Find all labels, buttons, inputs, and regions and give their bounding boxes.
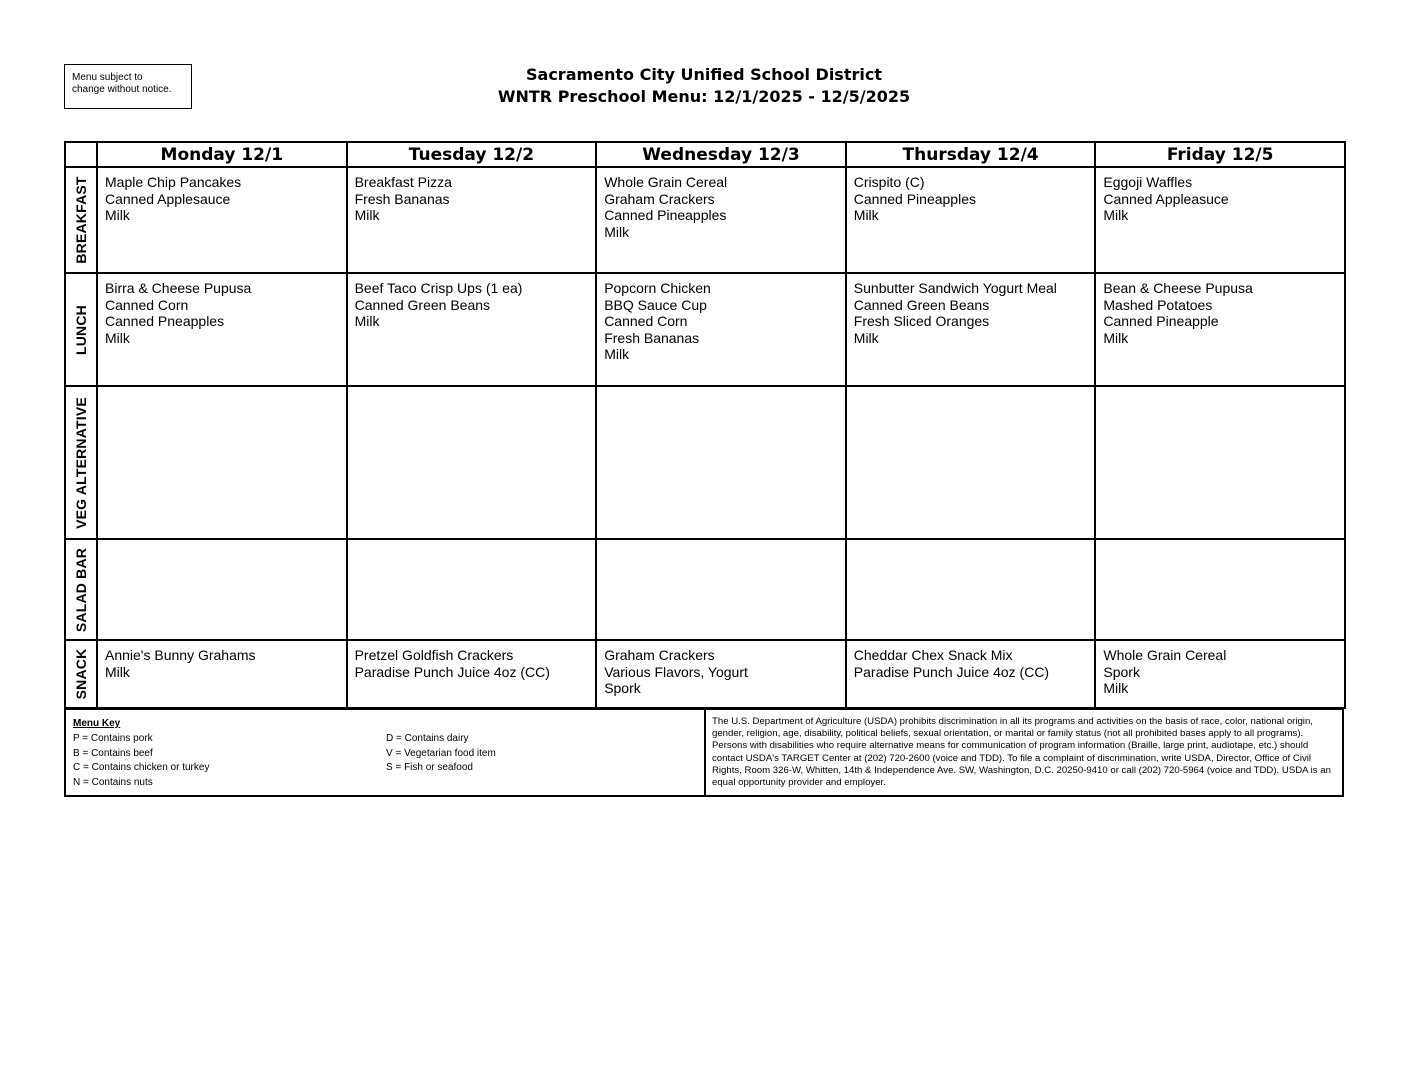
menu-item: Canned Corn xyxy=(604,313,688,329)
menu-item: Paradise Punch Juice 4oz (CC) xyxy=(853,663,1050,680)
menu-item: Sunbutter Sandwich Yogurt Meal xyxy=(853,280,1057,296)
menu-key-item: C = Contains chicken or turkey xyxy=(73,762,210,773)
meal-label-cell xyxy=(65,273,97,386)
menu-key-left xyxy=(73,732,209,790)
menu-item: Mashed Potatoes xyxy=(1103,296,1213,313)
day-header-row xyxy=(65,142,1345,167)
menu-cell xyxy=(1095,273,1345,386)
menu-item: Bean & Cheese Pupusa xyxy=(1103,280,1253,296)
menu-cell xyxy=(1095,386,1345,539)
day-header: Tuesday 12/2 xyxy=(347,142,597,167)
menu-item: Birra & Cheese Pupusa xyxy=(105,280,252,296)
footer xyxy=(64,708,1344,797)
meal-label: SNACK xyxy=(73,648,89,700)
menu-item: Cheddar Chex Snack Mix xyxy=(853,647,1013,663)
menu-item: Various Flavors, Yogurt xyxy=(604,663,748,680)
meal-label-cell xyxy=(65,386,97,539)
meal-label: SALAD BAR xyxy=(73,547,89,632)
meal-label-cell xyxy=(65,167,97,273)
menu-row xyxy=(65,167,1345,273)
menu-row xyxy=(65,539,1345,640)
menu-item: Fresh Bananas xyxy=(604,329,700,346)
menu-cell xyxy=(347,386,597,539)
menu-cell xyxy=(97,640,347,708)
menu-row xyxy=(65,273,1345,386)
menu-key-item: D = Contains dairy xyxy=(386,733,469,744)
menu-cell xyxy=(846,386,1096,539)
menu-item: Milk xyxy=(604,346,630,362)
menu-cell xyxy=(846,640,1096,708)
menu-item: Eggoji Waffles xyxy=(1103,174,1193,190)
meal-label-cell xyxy=(65,640,97,708)
menu-cell xyxy=(846,539,1096,640)
menu-item: Spork xyxy=(604,680,641,696)
day-header: Thursday 12/4 xyxy=(846,142,1096,167)
menu-item: Milk xyxy=(853,207,879,223)
menu-cell xyxy=(1095,640,1345,708)
menu-item: Milk xyxy=(105,329,130,346)
menu-item: Paradise Punch Juice 4oz (CC) xyxy=(354,663,550,680)
menu-item: Canned Green Beans xyxy=(853,296,990,313)
menu-cell xyxy=(596,539,846,640)
meal-label: BREAKFAST xyxy=(73,176,89,264)
menu-item: Whole Grain Cereal xyxy=(1103,647,1227,663)
menu-key-item: B = Contains beef xyxy=(73,747,153,759)
menu-item: Graham Crackers xyxy=(604,647,715,663)
menu-item: Canned Pineapples xyxy=(853,190,976,207)
menu-cell xyxy=(97,273,347,386)
menu-item: Crispito (C) xyxy=(853,174,925,190)
menu-item: Milk xyxy=(604,223,630,240)
menu-cell xyxy=(97,386,347,539)
menu-item: Maple Chip Pancakes xyxy=(105,174,242,190)
day-header: Wednesday 12/3 xyxy=(596,142,846,167)
menu-item: BBQ Sauce Cup xyxy=(604,296,707,313)
page-subtitle: WNTR Preschool Menu: 12/1/2025 - 12/5/2025 xyxy=(497,87,911,106)
menu-cell xyxy=(596,640,846,708)
menu-row xyxy=(65,386,1345,539)
menu-cell xyxy=(97,539,347,640)
menu-cell xyxy=(846,167,1096,273)
menu-cell xyxy=(347,167,597,273)
menu-key-title: Menu Key xyxy=(73,718,121,729)
usda-nondiscrimination-statement: The U.S. Department of Agriculture (USDA) prohibits discrimination in all its programs and activities on the basis of race, color, national origin, gender, religion, age, disability, political beliefs, sexual orientation, or marital or family status (not all prohibited bases apply to all programs). Persons with disabilities who require alternative means for communication of program information (Braille, large print, audiotape, etc.) should contact USDA's TARGET Center at (202) 720-2600 (voice and TDD). To file a complaint of discrimination, write USDA, Director, Office of Civil Rights, Room 326-W, Whitten, 14th & Independence Ave. SW, Washington, D.C. 20250-9410 or call (202) 720-5964 (voice and TDD). USDA is an equal opportunity provider and employer. xyxy=(712,716,1331,789)
notice-line: Menu subject to xyxy=(72,72,143,83)
menu-item: Whole Grain Cereal xyxy=(604,174,728,190)
menu-key-item: S = Fish or seafood xyxy=(386,762,473,773)
menu-item: Pretzel Goldfish Crackers xyxy=(354,647,514,663)
menu-item: Beef Taco Crisp Ups (1 ea) xyxy=(354,280,523,296)
menu-cell xyxy=(97,167,347,273)
menu-key-right xyxy=(386,732,496,776)
menu-table xyxy=(64,141,1346,709)
menu-cell xyxy=(347,640,597,708)
menu-item: Popcorn Chicken xyxy=(604,280,711,296)
menu-cell xyxy=(347,539,597,640)
menu-cell xyxy=(347,273,597,386)
menu-item: Milk xyxy=(1103,680,1129,696)
menu-item: Graham Crackers xyxy=(604,190,715,207)
menu-item: Fresh Bananas xyxy=(354,190,450,207)
menu-item: Canned Pneapples xyxy=(105,313,225,329)
menu-item: Canned Pineapple xyxy=(1103,313,1219,329)
menu-item: Canned Applesauce xyxy=(105,190,231,207)
menu-item: Canned Green Beans xyxy=(354,296,491,313)
menu-item: Milk xyxy=(853,329,879,346)
notice-box xyxy=(64,64,192,109)
menu-item: Spork xyxy=(1103,663,1140,680)
menu-key-item: V = Vegetarian food item xyxy=(386,747,496,759)
menu-item: Canned Appleasuce xyxy=(1103,190,1229,207)
menu-item: Canned Corn xyxy=(105,296,189,313)
menu-item: Breakfast Pizza xyxy=(354,174,452,190)
menu-key-item: P = Contains pork xyxy=(73,733,153,744)
day-header: Monday 12/1 xyxy=(97,142,347,167)
menu-cell xyxy=(596,167,846,273)
menu-cell xyxy=(596,386,846,539)
corner-cell xyxy=(65,142,97,167)
menu-cell xyxy=(846,273,1096,386)
meal-label: LUNCH xyxy=(73,304,89,355)
menu-item: Milk xyxy=(1103,329,1129,346)
menu-item: Milk xyxy=(105,663,130,680)
menu-item: Milk xyxy=(354,207,380,223)
menu-cell xyxy=(596,273,846,386)
page-title: Sacramento City Unified School District xyxy=(526,65,882,84)
menu-item: Milk xyxy=(105,207,130,223)
meal-label-cell xyxy=(65,539,97,640)
meal-label: VEG ALTERNATIVE xyxy=(73,396,89,529)
menu-item: Fresh Sliced Oranges xyxy=(853,313,990,329)
menu-key-item: N = Contains nuts xyxy=(73,776,153,788)
menu-item: Milk xyxy=(1103,207,1129,223)
day-header: Friday 12/5 xyxy=(1095,142,1345,167)
menu-item: Milk xyxy=(354,313,380,329)
notice-line: change without notice. xyxy=(72,84,172,95)
menu-key xyxy=(66,710,706,795)
header xyxy=(300,64,1108,108)
menu-item: Canned Pineapples xyxy=(604,207,727,223)
menu-item: Annie's Bunny Grahams xyxy=(105,647,256,663)
menu-cell xyxy=(1095,167,1345,273)
menu-row xyxy=(65,640,1345,708)
menu-cell xyxy=(1095,539,1345,640)
